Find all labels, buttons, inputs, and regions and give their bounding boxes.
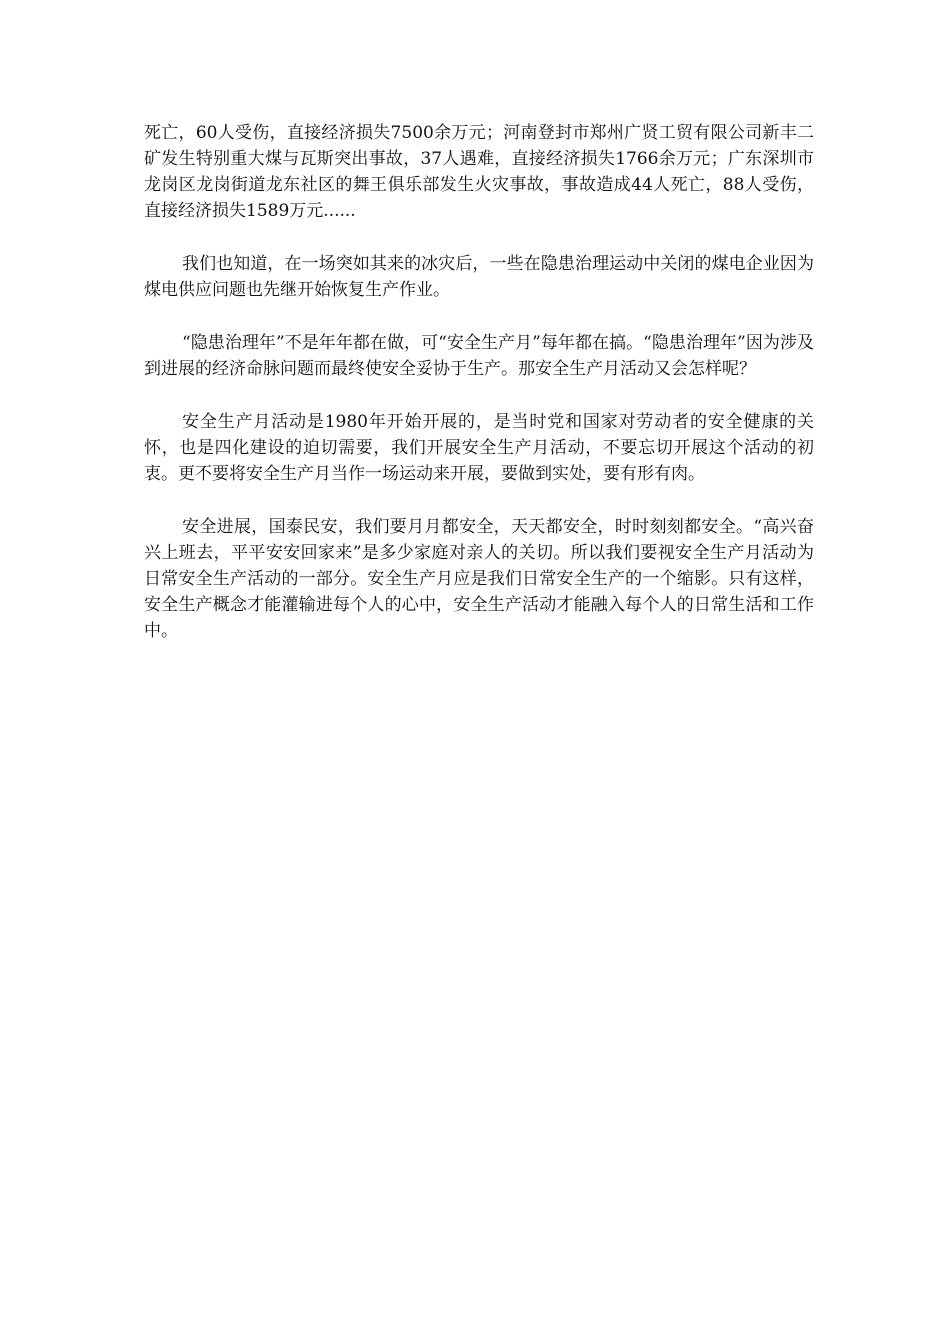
paragraph-5: 安全进展，国泰民安，我们要月月都安全，天天都安全，时时刻刻都安全。“高兴奋兴上班去，平平安安回家来”是多少家庭对亲人的关切。所以我们要视安全生产月活动为日常安全生产活动的一部分。安全生产月应是我们日常安全生产的一个缩影。只有这样，安全生产概念才能灌输进每个人的心中，安全生产活动才能融入每个人的日常生活和工作中。 <box>144 517 814 641</box>
paragraph-4: 安全生产月活动是1980年开始开展的，是当时党和国家对劳动者的安全健康的关怀，也是四化建设的迫切需要，我们开展安全生产月活动，不要忘切开展这个活动的初衷。更不要将安全生产月当作一场运动来开展，要做到实处，要有形有肉。 <box>144 412 814 484</box>
document-body <box>144 120 814 671</box>
paragraph-2: 我们也知道，在一场突如其来的冰灾后，一些在隐患治理运动中关闭的煤电企业因为煤电供应问题也先继开始恢复生产作业。 <box>144 254 814 300</box>
paragraph-3: “隐患治理年”不是年年都在做，可“安全生产月”每年都在搞。“隐患治理年”因为涉及到进展的经济命脉问题而最终使安全妥协于生产。那安全生产月活动又会怎样呢？ <box>144 333 814 379</box>
paragraph-1: 死亡，60人受伤，直接经济损失7500余万元；河南登封市郑州广贤工贸有限公司新丰二矿发生特别重大煤与瓦斯突出事故，37人遇难，直接经济损失1766余万元；广东深圳市龙岗区龙岗街道龙东社区的舞王俱乐部发生火灾事故，事故造成44人死亡，88人受伤，直接经济损失1589万元...... <box>144 123 814 221</box>
